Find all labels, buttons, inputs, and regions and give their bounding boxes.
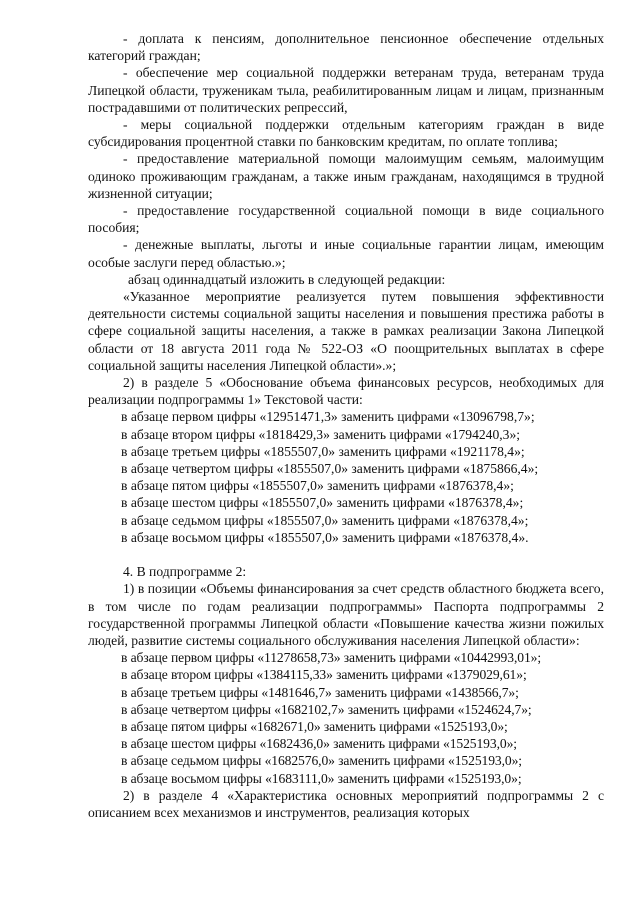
heading-subprogram-2: 4. В подпрограмме 2: bbox=[123, 564, 247, 580]
list-item: в абзаце восьмом цифры «1855507,0» заменить цифрами «1876378,4». bbox=[121, 529, 529, 545]
paragraph-quoted-measure: «Указанное мероприятие реализуется путем повышения эффективности деятельности системы социальной защиты населения и повышения престижа работы в сфере социальной защиты населения, а также в рамках реализации Закона Липецкой области от 18 августа 2011 года № 522-ОЗ «О поощрительных выплатах в сфере социальной защиты населения Липецкой области».»; bbox=[88, 289, 604, 373]
list-item: в абзаце пятом цифры «1855507,0» заменить цифрами «1876378,4»; bbox=[121, 478, 514, 494]
paragraph-cash-payments: - денежные выплаты, льготы и иные социальные гарантии лицам, имеющим особые заслуги перед областью.»; bbox=[88, 237, 604, 270]
list-item: в абзаце четвертом цифры «1682102,7» заменить цифрами «1524624,7»; bbox=[121, 701, 532, 717]
list-item: в абзаце третьем цифры «1481646,7» заменить цифрами «1438566,7»; bbox=[121, 684, 519, 700]
list-item: в абзаце втором цифры «1818429,3» заменить цифрами «1794240,3»; bbox=[121, 426, 521, 442]
paragraph-section-four: 2) в разделе 4 «Характеристика основных мероприятий подпрограммы 2 с описанием всех механизмов и инструментов, реализация которых bbox=[88, 787, 604, 820]
list-item: в абзаце четвертом цифры «1855507,0» заменить цифрами «1875866,4»; bbox=[121, 461, 539, 477]
list-item: в абзаце первом цифры «11278658,73» заменить цифрами «10442993,01»; bbox=[121, 650, 542, 666]
paragraph-credit-subsidy: - меры социальной поддержки отдельным категориям граждан в виде субсидирования процентной ставки по банковским кредитам, по оплате топлива; bbox=[88, 117, 604, 150]
paragraph-abzac-eleven: абзац одиннадцатый изложить в следующей редакции: bbox=[128, 271, 446, 287]
paragraph-material-aid: - предоставление материальной помощи малоимущим семьям, малоимущим одиноко проживающим гражданам, а также иным гражданам, находящимся в трудной жизненной ситуации; bbox=[88, 151, 604, 201]
list-item: в абзаце восьмом цифры «1683111,0» заменить цифрами «1525193,0»; bbox=[121, 770, 522, 786]
paragraph-veterans-support: - обеспечение мер социальной поддержки ветеранам труда, ветеранам труда Липецкой области, труженикам тыла, реабилитированным лицам и лицам, признанным пострадавшими от политических репрессий, bbox=[88, 65, 604, 115]
paragraph-pension-supplement: - доплата к пенсиям, дополнительное пенсионное обеспечение отдельных категорий граждан; bbox=[88, 31, 604, 64]
blank-line bbox=[88, 546, 604, 563]
list-item: в абзаце втором цифры «1384115,33» заменить цифрами «1379029,61»; bbox=[121, 667, 527, 683]
list-item: в абзаце шестом цифры «1682436,0» заменить цифрами «1525193,0»; bbox=[121, 736, 517, 752]
list-item: в абзаце пятом цифры «1682671,0» заменить цифрами «1525193,0»; bbox=[121, 718, 508, 734]
paragraph-social-allowance: - предоставление государственной социальной помощи в виде социального пособия; bbox=[88, 203, 604, 236]
list-item: в абзаце седьмом цифры «1682576,0» заменить цифрами «1525193,0»; bbox=[121, 753, 522, 769]
list-item: в абзаце первом цифры «12951471,3» заменить цифрами «13096798,7»; bbox=[121, 409, 535, 425]
list-item: в абзаце третьем цифры «1855507,0» заменить цифрами «1921178,4»; bbox=[121, 443, 525, 459]
replacement-list-subprogram-2 bbox=[121, 649, 604, 787]
document-page bbox=[88, 30, 604, 821]
paragraph-section-five: 2) в разделе 5 «Обоснование объема финансовых ресурсов, необходимых для реализации подпрограммы 1» Текстовой части: bbox=[88, 375, 604, 408]
list-item: в абзаце шестом цифры «1855507,0» заменить цифрами «1876378,4»; bbox=[121, 495, 524, 511]
replacement-list-subprogram-1 bbox=[121, 408, 604, 546]
list-item: в абзаце седьмом цифры «1855507,0» заменить цифрами «1876378,4»; bbox=[121, 512, 529, 528]
paragraph-funding-position: 1) в позиции «Объемы финансирования за счет средств областного бюджета всего, в том числе по годам реализации подпрограммы» Паспорта подпрограммы 2 государственной программы Липецкой области «Повышение качества жизни пожилых людей, развитие системы социального обслуживания населения Липецкой области»: bbox=[88, 581, 604, 648]
